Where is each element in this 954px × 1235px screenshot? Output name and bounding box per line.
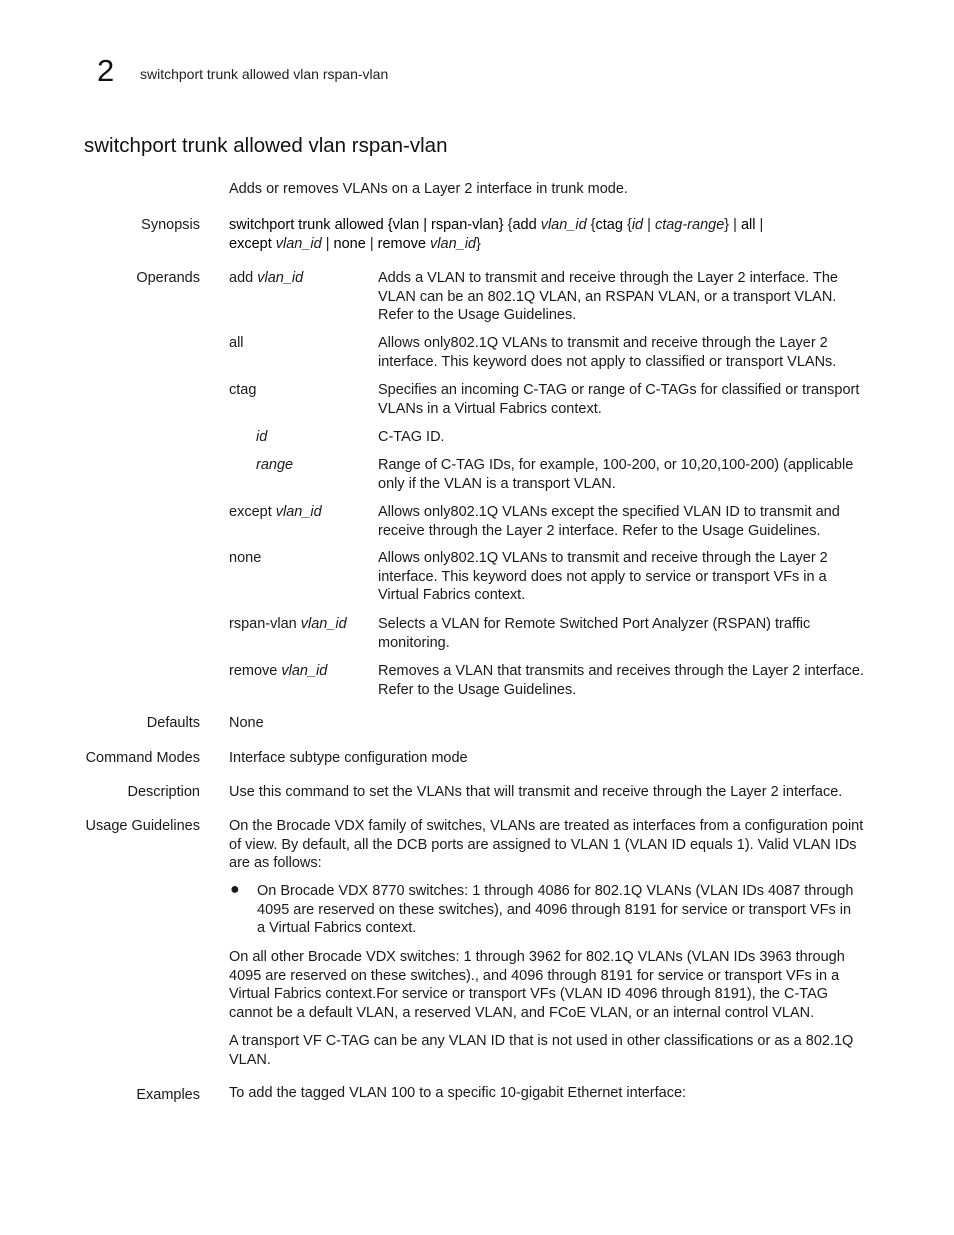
operand-term	[229, 381, 369, 400]
intro-text: Adds or removes VLANs on a Layer 2 interface in trunk mode.	[229, 181, 628, 197]
examples-text: To add the tagged VLAN 100 to a specific 10-gigabit Ethernet interface:	[229, 1085, 687, 1101]
synopsis-label: Synopsis	[141, 217, 200, 233]
syntax-punct: |	[321, 235, 334, 252]
operand-description: C-TAG ID.	[378, 429, 445, 445]
operand-description: Allows only802.1Q VLANs to transmit and receive through the Layer 2 interface. This keyword does not apply to service or transport VFs in a Virtual Fabrics context.	[378, 550, 828, 603]
operand-term	[229, 615, 369, 634]
syntax-keyword: all	[740, 217, 756, 233]
running-head: switchport trunk allowed vlan rspan-vlan	[140, 66, 389, 82]
operand-keyword: none	[229, 550, 262, 566]
operand-keyword: except	[229, 504, 272, 520]
operand-arg: vlan_id	[275, 504, 322, 520]
syntax-punct: |	[755, 217, 764, 233]
syntax-arg: vlan_id	[430, 235, 476, 252]
syntax-punct: {	[586, 217, 596, 233]
operand-arg: vlan_id	[257, 270, 304, 286]
syntax-punct: } |	[724, 217, 741, 233]
syntax-keyword: except	[229, 235, 272, 252]
chapter-number: 2	[97, 53, 115, 88]
operand-term	[229, 662, 369, 681]
synopsis-line-1	[229, 216, 869, 235]
operand-keyword: remove	[229, 663, 278, 679]
usage-guidelines-label: Usage Guidelines	[85, 818, 200, 834]
operand-arg: id	[256, 429, 268, 445]
operand-description: Range of C-TAG IDs, for example, 100-200, or 10,20,100-200) (applicable only if the VLAN is a transport VLAN.	[378, 457, 854, 492]
operand-arg: range	[256, 457, 294, 473]
operand-arg: vlan_id	[281, 663, 328, 679]
description-label: Description	[127, 784, 200, 800]
synopsis-command: switchport trunk allowed {vlan | rspan-vlan}	[229, 217, 504, 233]
command-modes-label: Command Modes	[85, 750, 200, 766]
syntax-punct: {	[622, 217, 632, 233]
syntax-keyword: add	[512, 217, 537, 233]
syntax-keyword: none	[333, 235, 366, 252]
operand-description: Removes a VLAN that transmits and receives through the Layer 2 interface. Refer to the Usage Guidelines.	[378, 663, 864, 698]
operand-keyword: ctag	[229, 382, 257, 398]
defaults-label: Defaults	[146, 715, 200, 731]
operand-term	[229, 269, 369, 288]
description-text: Use this command to set the VLANs that will transmit and receive through the Layer 2 interface.	[229, 784, 843, 800]
syntax-keyword: remove	[377, 235, 426, 252]
operand-term	[229, 334, 369, 353]
synopsis-line-2	[229, 235, 869, 254]
syntax-arg: vlan_id	[275, 235, 322, 252]
operand-description: Adds a VLAN to transmit and receive through the Layer 2 interface. The VLAN can be an 802.1Q VLAN, an RSPAN VLAN, or a transport VLAN. Refer to the Usage Guidelines.	[378, 270, 838, 323]
syntax-punct: |	[365, 235, 378, 252]
bullet-icon: ●	[230, 881, 240, 898]
usage-bullet-item: On Brocade VDX 8770 switches: 1 through 4086 for 802.1Q VLANs (VLAN IDs 4087 through 4095 are reserved on these switches), and 4096 through 8191 for service or transport VFs in a Virtual Fabrics context.	[257, 883, 854, 936]
synopsis	[229, 216, 869, 253]
operand-description: Selects a VLAN for Remote Switched Port Analyzer (RSPAN) traffic monitoring.	[378, 616, 811, 651]
examples-label: Examples	[136, 1087, 200, 1103]
usage-paragraph-2: On all other Brocade VDX switches: 1 through 3962 for 802.1Q VLANs (VLAN IDs 3963 through 4095 are reserved on these switches)., and 4096 through 8191 for service or transport VFs in a Virtual Fabrics context.For service or transport VFs (VLAN ID 4096 through 8191), the C-TAG cannot be a default VLAN, a reserved VLAN, and FCoE VLAN, or an internal control VLAN.	[229, 949, 845, 1021]
syntax-arg: vlan_id	[540, 217, 587, 233]
operand-term	[229, 503, 369, 522]
usage-paragraph-1: On the Brocade VDX family of switches, VLANs are treated as interfaces from a configuration point of view. By default, all the DCB ports are assigned to VLAN 1 (VLAN ID equals 1). Valid VLAN IDs are as follows:	[229, 818, 864, 871]
syntax-keyword: ctag	[595, 217, 623, 233]
defaults-value: None	[229, 715, 264, 731]
operand-keyword: add	[229, 270, 254, 286]
syntax-arg: id	[631, 217, 644, 233]
operand-term	[256, 428, 396, 447]
operand-description: Specifies an incoming C-TAG or range of C-TAGs for classified or transport VLANs in a Virtual Fabrics context.	[378, 382, 860, 417]
syntax-punct: {	[503, 217, 513, 233]
operand-term	[229, 549, 369, 568]
usage-paragraph-3: A transport VF C-TAG can be any VLAN ID that is not used in other classifications or as a 802.1Q VLAN.	[229, 1033, 854, 1068]
syntax-arg: ctag-range	[654, 217, 725, 233]
operand-description: Allows only802.1Q VLANs except the specified VLAN ID to transmit and receive through the Layer 2 interface. Refer to the Usage Guidelines.	[378, 504, 840, 539]
operand-keyword: all	[229, 335, 244, 351]
page-title: switchport trunk allowed vlan rspan-vlan	[84, 134, 448, 157]
operand-arg: vlan_id	[300, 616, 347, 632]
command-modes-value: Interface subtype configuration mode	[229, 750, 468, 766]
operand-description: Allows only802.1Q VLANs to transmit and receive through the Layer 2 interface. This keyword does not apply to classified or transport VLANs.	[378, 335, 837, 370]
operand-keyword: rspan-vlan	[229, 616, 297, 632]
syntax-punct: }	[475, 235, 481, 252]
operand-term	[256, 456, 396, 475]
syntax-punct: |	[643, 217, 655, 233]
operands-label: Operands	[136, 270, 200, 286]
